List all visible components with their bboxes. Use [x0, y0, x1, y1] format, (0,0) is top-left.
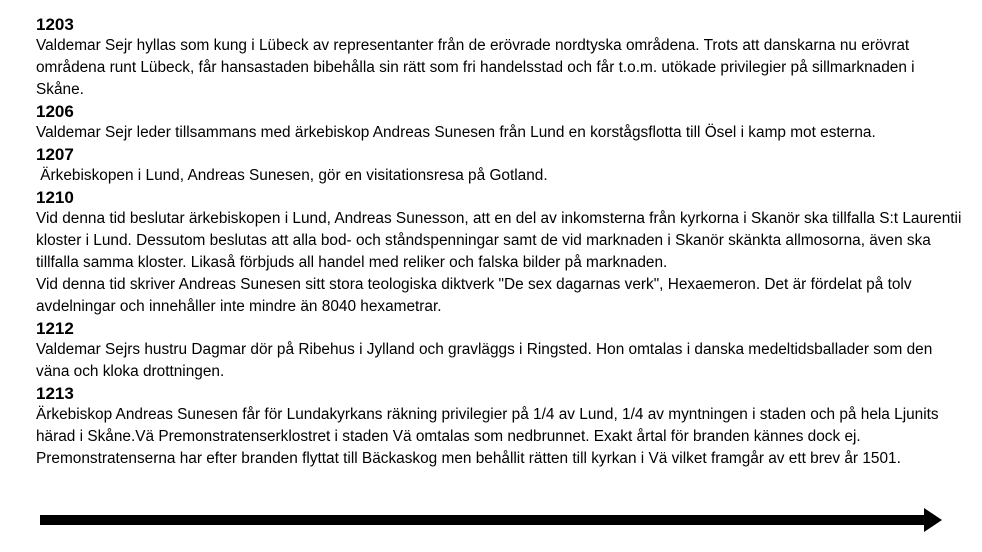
timeline-entry-1212	[36, 318, 966, 383]
entry-year: 1212	[36, 319, 74, 338]
entry-year: 1203	[36, 15, 74, 34]
timeline-arrow	[40, 508, 942, 532]
entry-text: Vid denna tid beslutar ärkebiskopen i Lund, Andreas Sunesson, att en del av inkomsterna från kyrkorna i Skanör ska tillfalla S:t Laurentii kloster i Lund. Dessutom beslutas att alla bod- och ståndspenningar samt de vid marknaden i Skanör skänkta allmosorna, även ska tillfalla samma kloster. Likaså förbjuds all handel med reliker och falska bilder på marknaden.	[36, 210, 962, 271]
timeline-entry-1210	[36, 187, 966, 318]
timeline-entry-1207	[36, 144, 966, 187]
timeline-entry-1203	[36, 14, 966, 101]
entry-text: Valdemar Sejr leder tillsammans med ärkebiskop Andreas Sunesen från Lund en korstågsflotta till Ösel i kamp mot esterna.	[36, 124, 876, 141]
entry-year: 1210	[36, 188, 74, 207]
timeline-entry-1213	[36, 383, 966, 470]
entry-text: Valdemar Sejrs hustru Dagmar dör på Ribehus i Jylland och gravläggs i Ringsted. Hon omtalas i danska medeltidsballader som den väna och kloka drottningen.	[36, 341, 933, 380]
timeline-text	[36, 14, 966, 470]
entry-year: 1206	[36, 102, 74, 121]
timeline-entry-1206	[36, 101, 966, 144]
entry-year: 1213	[36, 384, 74, 403]
entry-text: Ärkebiskop Andreas Sunesen får för Lundakyrkans räkning privilegier på 1/4 av Lund, 1/4 av myntningen i staden och på hela Ljunits härad i Skåne.Vä Premonstratenserklostret i staden Vä omtalas som nedbrunnet. Exakt årtal för branden kännes dock ej. Premonstratenserna har efter branden flyttat till Bäckaskog men behållit rätten till kyrkan i Vä vilket framgår av ett brev år 1501.	[36, 406, 939, 467]
entry-text: Ärkebiskopen i Lund, Andreas Sunesen, gör en visitationsresa på Gotland.	[36, 167, 548, 184]
entry-text: Vid denna tid skriver Andreas Sunesen sitt stora teologiska diktverk "De sex dagarnas verk", Hexaemeron. Det är fördelat på tolv avdelningar och innehåller inte mindre än 8040 hexametrar.	[36, 276, 912, 315]
entry-text: Valdemar Sejr hyllas som kung i Lübeck av representanter från de erövrade nordtyska områdena. Trots att danskarna nu erövrat områdena runt Lübeck, får hansastaden bibehålla sin rätt som fri handelsstad och får t.o.m. utökade privilegier på sillmarknaden i Skåne.	[36, 37, 915, 98]
right-arrow-icon	[40, 506, 942, 534]
entry-year: 1207	[36, 145, 74, 164]
